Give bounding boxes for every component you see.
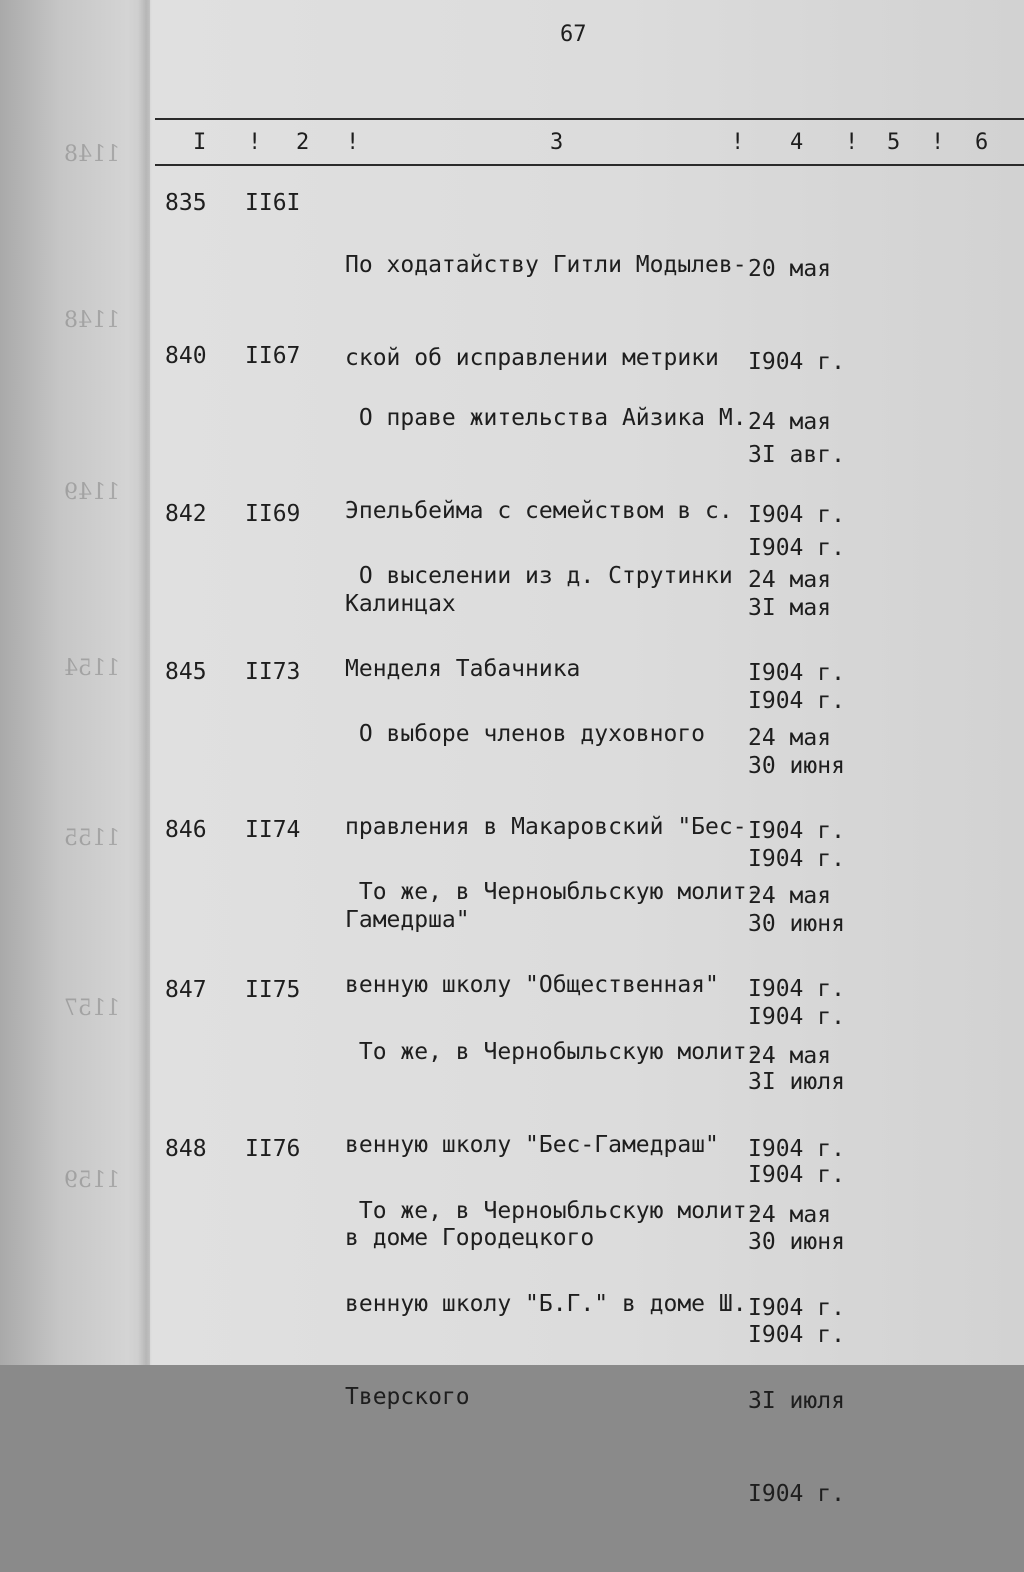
record-number: 846 <box>165 817 207 843</box>
case-title-line: ской об исправлении метрики <box>345 345 719 371</box>
case-title-line: Тверского <box>345 1384 470 1410</box>
header-separator: ! <box>845 130 859 155</box>
header-separator: ! <box>346 130 360 155</box>
date-line: I904 г. <box>748 660 845 686</box>
date-line: I904 г. <box>748 846 845 872</box>
date-line: I904 г. <box>748 1136 845 1162</box>
date-line: I904 г. <box>748 535 845 561</box>
date-line: 30 июня <box>748 1229 845 1255</box>
header-separator: ! <box>248 130 262 155</box>
header-col-3: 3 <box>550 130 564 155</box>
case-title-line: венную школу "Общественная" <box>345 972 719 998</box>
case-title-line: венную школу "Бес-Гамедраш" <box>345 1132 719 1158</box>
header-col-4: 4 <box>790 130 804 155</box>
header-col-5: 5 <box>887 130 901 155</box>
table-row <box>0 1134 1024 1507</box>
record-number: 842 <box>165 501 207 527</box>
header-col-2: 2 <box>296 130 310 155</box>
case-title-line: в доме Городецкого <box>345 1225 595 1251</box>
bleed-through-number: 1159 <box>64 1168 120 1193</box>
case-title-line: О выборе членов духовного <box>345 721 706 747</box>
header-bottom-rule <box>155 164 1024 166</box>
date-line: I904 г. <box>748 688 845 714</box>
header-col-1: I <box>193 130 207 155</box>
header-top-rule <box>155 118 1024 120</box>
case-title-line: Менделя Табачника <box>345 656 581 682</box>
page-number: 67 <box>560 22 587 47</box>
case-title-line: Эпельбейма с семейством в с. <box>345 498 733 524</box>
record-number: 840 <box>165 343 207 369</box>
case-title-line: правления в Макаровский "Бес- <box>345 814 747 840</box>
case-title-line: Гамедрша" <box>345 907 470 933</box>
record-number: 845 <box>165 659 207 685</box>
date-line: I904 г. <box>748 1004 845 1030</box>
bleed-through-number: 1155 <box>64 826 120 851</box>
case-title <box>345 1134 761 1475</box>
case-title-line: Калинцах <box>345 591 456 617</box>
case-number: II75 <box>245 977 301 1003</box>
bleed-through-number: 1154 <box>64 656 120 681</box>
header-separator: ! <box>731 130 745 155</box>
bleed-through-number: 1148 <box>64 142 120 167</box>
case-title-line: венную школу "Б.Г." в доме Ш. <box>345 1291 747 1317</box>
case-title-line: О праве жительства Айзика М. <box>345 405 747 431</box>
case-number: II6I <box>245 190 301 216</box>
date-line: I904 г. <box>748 1162 845 1188</box>
case-title-line: То же, в Чернобыльскую молит- <box>345 1039 761 1065</box>
bleed-through-number: 1148 <box>64 308 120 333</box>
date-line: I904 г. <box>748 1481 845 1507</box>
case-title-line: То же, в Черноыбльскую молит- <box>345 879 761 905</box>
date-line: I904 г. <box>748 818 845 844</box>
date-line: 24 мая <box>748 409 832 435</box>
date-line: 30 июня <box>748 753 845 779</box>
date-line: 24 мая <box>748 725 832 751</box>
date-line: 24 мая <box>748 1043 832 1069</box>
case-title-line: О выселении из д. Струтинки <box>345 563 733 589</box>
bleed-through-number: 1149 <box>64 480 120 505</box>
date-line: 20 мая <box>748 256 832 282</box>
date-line: 3I июля <box>748 1388 845 1414</box>
date-line: 24 мая <box>748 883 832 909</box>
date-line: 24 мая <box>748 1202 832 1228</box>
date-line: 3I авг. <box>748 442 845 468</box>
header-col-6: 6 <box>975 130 989 155</box>
case-number: II69 <box>245 501 301 527</box>
date-line: I904 г. <box>748 502 845 528</box>
date-line: I904 г. <box>748 349 845 375</box>
header-separator: ! <box>931 130 945 155</box>
date-line: 30 июня <box>748 911 845 937</box>
date-line: I904 г. <box>748 976 845 1002</box>
record-number: 835 <box>165 190 207 216</box>
date-line: I904 г. <box>748 1322 845 1348</box>
case-title-line: По ходатайству Гитли Модылев- <box>345 252 747 278</box>
date-line: 24 мая <box>748 567 832 593</box>
date-line: 3I июля <box>748 1069 845 1095</box>
bleed-through-number: 1157 <box>64 996 120 1021</box>
case-dates <box>748 1138 858 1572</box>
case-number: II73 <box>245 659 301 685</box>
record-number: 848 <box>165 1136 207 1162</box>
case-number: II76 <box>245 1136 301 1162</box>
case-title-line: То же, в Черноыбльскую молит- <box>345 1198 761 1224</box>
record-number: 847 <box>165 977 207 1003</box>
case-number: II67 <box>245 343 301 369</box>
date-line: I904 г. <box>748 1295 845 1321</box>
date-line: 3I мая <box>748 595 832 621</box>
case-number: II74 <box>245 817 301 843</box>
